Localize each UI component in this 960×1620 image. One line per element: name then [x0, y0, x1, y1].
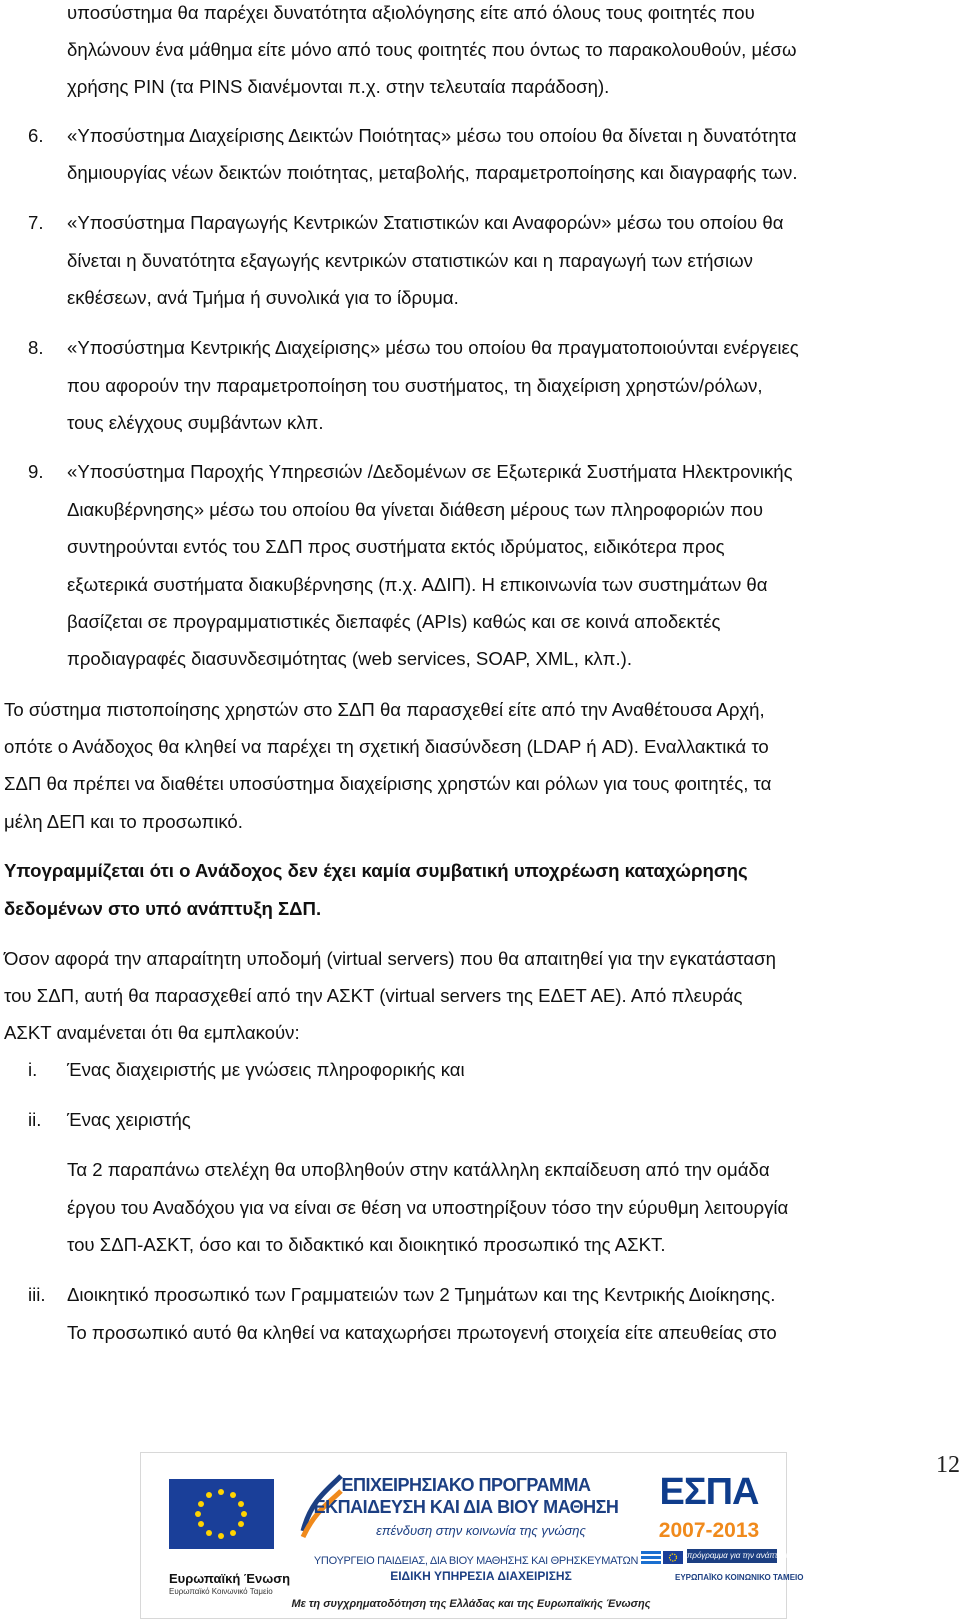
item-8-line-2: που αφορούν την παραμετροποίηση του συστήματος, τη διαχείριση χρηστών/ρόλων, — [67, 375, 763, 396]
roman-iii-line-1: Διοικητικό προσωπικό των Γραμματειών των 2 Τμημάτων και της Κεντρικής Διοίκησης. — [67, 1284, 776, 1305]
top-line-2: δηλώνουν ένα μάθημα είτε μόνο από τους φοιτητές που όντως το παρακολουθούν, μέσω — [67, 39, 797, 60]
item-8-line-1: «Υποσύστημα Κεντρικής Διαχείρισης» μέσω του οποίου θα πραγματοποιούνται ενέργειες — [67, 337, 799, 358]
roman-ii-cont-line-2: έργου του Αναδόχου για να είναι σε θέση να υποστηρίξουν τόσο την εύρυθμη λειτουργία — [67, 1197, 789, 1218]
item-9-line-2: Διακυβέρνησης» μέσω του οποίου θα γίνεται διάθεση μέρους των πληροφοριών που — [67, 499, 764, 520]
item-7-line-1: «Υποσύστημα Παραγωγής Κεντρικών Στατιστικών και Αναφορών» μέσω του οποίου θα — [67, 212, 784, 233]
espa-title: ΕΣΠΑ — [659, 1471, 759, 1513]
auth-paragraph-line-2: οπότε ο Ανάδοχος θα κληθεί να παρέχει τη σχετική διασύνδεση (LDAP ή AD). Εναλλακτικά το — [4, 736, 769, 757]
roman-ii-cont-line-1: Τα 2 παραπάνω στελέχη θα υποβληθούν στην κατάλληλη εκπαίδευση από την ομάδα — [67, 1159, 770, 1180]
espa-fund: ΕΥΡΩΠΑΪΚΟ ΚΟΙΝΩΝΙΚΟ ΤΑΜΕΙΟ — [675, 1573, 804, 1582]
program-title-line-1: ΕΠΙΧΕΙΡΗΣΙΑΚΟ ΠΡΟΓΡΑΜΜΑ — [341, 1475, 591, 1495]
eu-fund: Ευρωπαϊκό Κοινωνικό Ταμείο — [169, 1587, 273, 1596]
item-6-line-2: δημιουργίας νέων δεικτών ποιότητας, μεταβολής, παραμετροποίησης και διαγραφής των. — [67, 162, 798, 183]
espa-strip: πρόγραμμα για την ανάπτυξη — [687, 1549, 777, 1563]
infra-paragraph-line-1: Όσον αφορά την απαραίτητη υποδομή (virtual servers) που θα απαιτηθεί για την εγκατάσταση — [4, 948, 776, 969]
item-9-line-3: συντηρούνται εντός του ΣΔΠ προς συστήματα εκτός ιδρύματος, ειδικότερα προς — [67, 536, 725, 557]
auth-paragraph-line-3: ΣΔΠ θα πρέπει να διαθέτει υποσύστημα διαχείρισης χρηστών και ρόλων για τους φοιτητές, τα — [4, 773, 772, 794]
top-line-1: υποσύστημα θα παρέχει δυνατότητα αξιολόγησης είτε από όλους τους φοιτητές που — [67, 2, 755, 23]
item-9-line-5: βασίζεται σε προγραμματιστικές διεπαφές (APIs) καθώς και σε κοινά αποδεκτές — [67, 611, 721, 632]
item-6-number: 6. — [28, 125, 44, 146]
roman-ii-number: ii. — [28, 1109, 42, 1130]
item-8-number: 8. — [28, 337, 44, 358]
auth-paragraph-line-1: Το σύστημα πιστοποίησης χρηστών στο ΣΔΠ θα παρασχεθεί είτε από την Αναθέτουσα Αρχή, — [4, 699, 765, 720]
infra-paragraph-line-3: ΑΣΚΤ αναμένεται ότι θα εμπλακούν: — [4, 1022, 300, 1043]
cofunding-note: Με τη συγχρηματοδότηση της Ελλάδας και της Ευρωπαϊκής Ένωσης — [291, 1598, 651, 1610]
roman-ii-text: Ένας χειριστής — [67, 1109, 191, 1130]
service-name: ΕΙΔΙΚΗ ΥΠΗΡΕΣΙΑ ΔΙΑΧΕΙΡΙΣΗΣ — [390, 1569, 572, 1583]
infra-paragraph-line-2: του ΣΔΠ, αυτή θα παρασχεθεί από την ΑΣΚΤ (virtual servers της ΕΔΕΤ ΑΕ). Από πλευράς — [4, 985, 743, 1006]
espa-years: 2007-2013 — [658, 1519, 760, 1542]
program-slogan: επένδυση στην κοινωνία της γνώσης — [376, 1523, 586, 1538]
item-8-line-3: τους ελέγχους συμβάντων κλπ. — [67, 412, 324, 433]
bold-paragraph-line-1: Υπογραμμίζεται ότι ο Ανάδοχος δεν έχει καμία συμβατική υποχρέωση καταχώρησης — [4, 860, 748, 881]
roman-ii-cont-line-3: του ΣΔΠ-ΑΣΚΤ, όσο και το διδακτικό και διοικητικό προσωπικό της ΑΣΚΤ. — [67, 1234, 666, 1255]
roman-iii-line-2: Το προσωπικό αυτό θα κληθεί να καταχωρήσει πρωτογενή στοιχεία είτε απευθείας στο — [67, 1322, 777, 1343]
funding-banner — [140, 1452, 804, 1619]
roman-iii-number: iii. — [28, 1284, 46, 1305]
page-number: 12 — [936, 1452, 960, 1478]
flags-icon — [641, 1551, 683, 1591]
espa-logo — [639, 1471, 804, 1601]
eu-name: Ευρωπαϊκή Ένωση — [169, 1571, 291, 1586]
item-9-line-1: «Υποσύστημα Παροχής Υπηρεσιών /Δεδομένων σε Εξωτερικά Συστήματα Ηλεκτρονικής — [67, 461, 793, 482]
program-title-line-2: ΕΚΠΑΙΔΕΥΣΗ ΚΑΙ ΔΙΑ ΒΙΟΥ ΜΑΘΗΣΗ — [313, 1497, 619, 1517]
item-6-line-1: «Υποσύστημα Διαχείρισης Δεικτών Ποιότητας» μέσω του οποίου θα δίνεται η δυνατότητα — [67, 125, 797, 146]
roman-i-text: Ένας διαχειριστής με γνώσεις πληροφορικής και — [67, 1059, 465, 1080]
ministry-name: ΥΠΟΥΡΓΕΙΟ ΠΑΙΔΕΙΑΣ, ΔΙΑ ΒΙΟΥ ΜΑΘΗΣΗΣ ΚΑΙ ΘΡΗΣΚΕΥΜΑΤΩΝ — [313, 1555, 639, 1567]
item-7-number: 7. — [28, 212, 44, 233]
item-9-line-4: εξωτερικά συστήματα διακυβέρνησης (π.χ. ΑΔΙΠ). Η επικοινωνία των συστημάτων θα — [67, 574, 768, 595]
eu-flag-icon — [149, 1479, 284, 1569]
item-9-number: 9. — [28, 461, 44, 482]
auth-paragraph-line-4: μέλη ΔΕΠ και το προσωπικό. — [4, 811, 243, 832]
bold-paragraph-line-2: δεδομένων στο υπό ανάπτυξη ΣΔΠ. — [4, 898, 322, 919]
item-9-line-6: προδιαγραφές διασυνδεσιμότητας (web services, SOAP, XML, κλπ.). — [67, 648, 633, 669]
item-7-line-2: δίνεται η δυνατότητα εξαγωγής κεντρικών στατιστικών και η παραγωγή των ετήσιων — [67, 250, 753, 271]
item-7-line-3: εκθέσεων, ανά Τμήμα ή συνολικά για το ίδρυμα. — [67, 287, 459, 308]
top-line-3: χρήσης PIN (τα PINS διανέμονται π.χ. στην τελευταία παράδοση). — [67, 76, 610, 97]
roman-i-number: i. — [28, 1059, 38, 1080]
